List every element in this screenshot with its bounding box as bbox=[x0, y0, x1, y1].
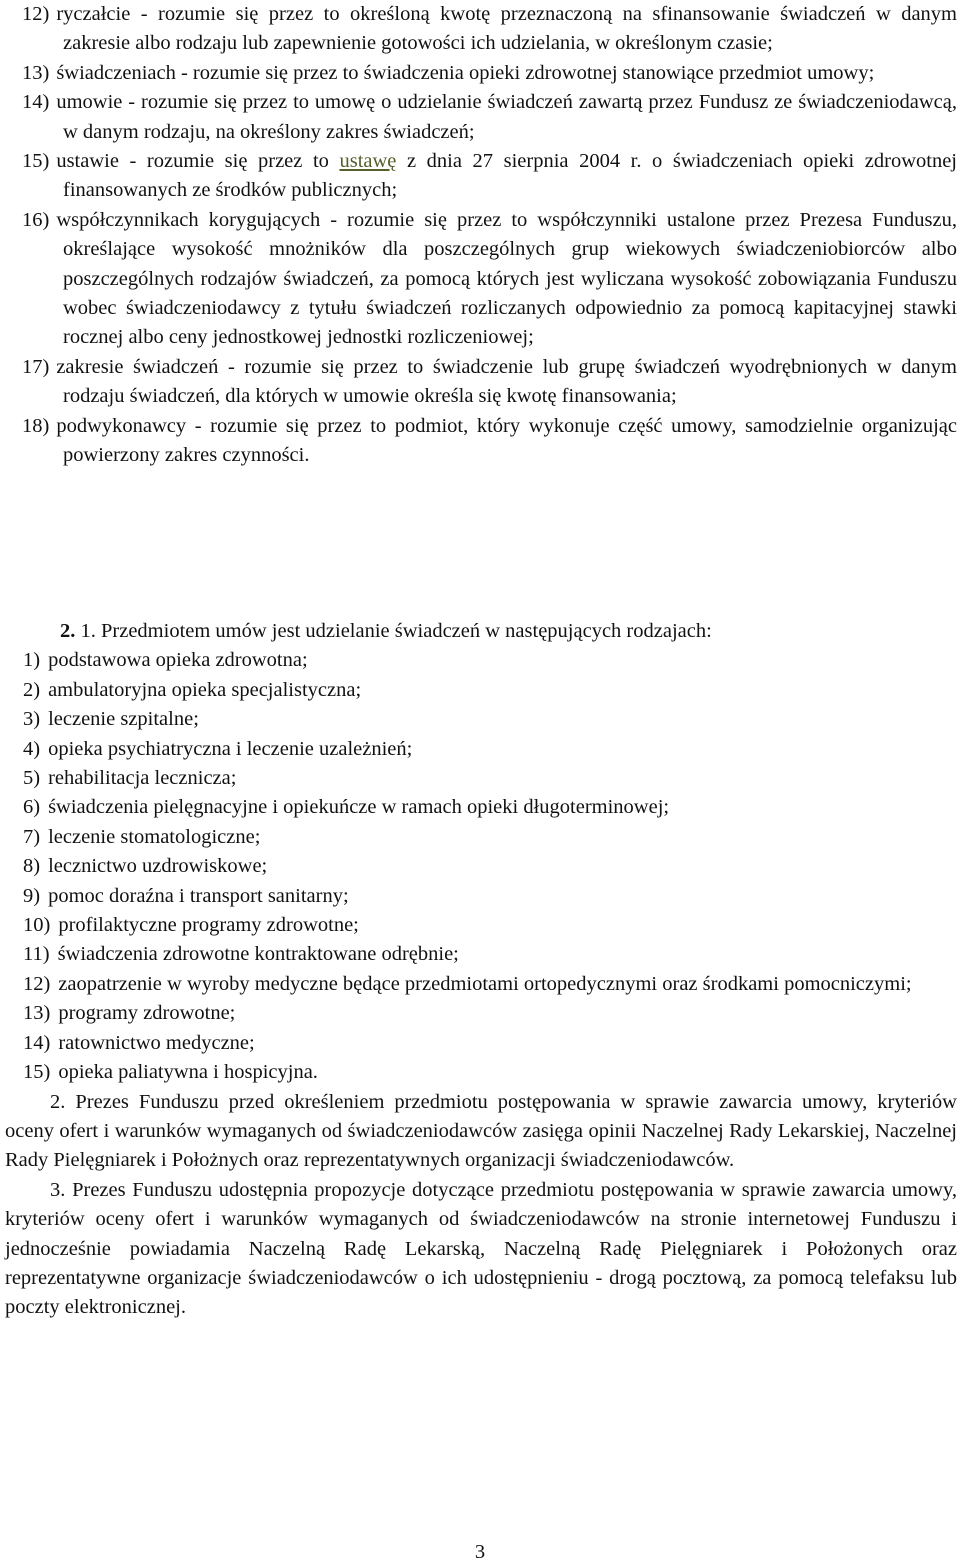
item-text: podstawowa opieka zdrowotna; bbox=[48, 649, 308, 672]
definition-item bbox=[5, 353, 957, 412]
item-text: ambulatoryjna opieka specjalistyczna; bbox=[48, 678, 362, 701]
paragraph-number: 2. bbox=[50, 1090, 66, 1113]
item-number: 2) bbox=[23, 678, 41, 701]
item-text: leczenie stomatologiczne; bbox=[48, 825, 261, 848]
paragraph-number: 1. bbox=[80, 620, 96, 642]
definition-text: umowie - rozumie się przez to umowę o udzielanie świadczeń zawartą przez Fundusz ze świadczeniodawcą, w danym rodzaju, na określony zakres świadczeń; bbox=[56, 91, 957, 143]
item-number: 4) bbox=[23, 737, 41, 760]
definition-text: współczynnikach korygujących - rozumie się przez to współczynniki ustalone przez Prezesa Funduszu, określające wysokość mnożników dla poszczególnych grup wiekowych świadczeniobiorców albo poszczególnych rodzajów świadczeń, za pomocą których jest wyliczana wysokość zobowiązania Funduszu wobec świadczeniodawcy z tytułu świadczeń rozliczanych odpowiednio za pomocą kapitacyjnej stawki rocznej albo ceny jednostkowej jednostki rozliczeniowej; bbox=[56, 208, 957, 349]
list-item bbox=[5, 793, 957, 822]
definition-number: 15) bbox=[22, 150, 50, 173]
item-text: opieka paliatywna i hospicyjna. bbox=[58, 1061, 318, 1084]
definition-item bbox=[5, 0, 957, 59]
item-number: 12) bbox=[23, 972, 51, 995]
list-item bbox=[5, 1058, 957, 1087]
definition-number: 17) bbox=[22, 355, 50, 378]
item-number: 10) bbox=[23, 914, 51, 937]
item-text: świadczenia zdrowotne kontraktowane odrębnie; bbox=[57, 943, 459, 966]
list-item bbox=[5, 646, 957, 675]
definition-text-continued: z dnia 27 sierpnia 2004 r. o świadczeniach opieki zdrowotnej finansowanych ze środków publicznych; bbox=[63, 150, 957, 202]
list-item bbox=[5, 676, 957, 705]
list-item bbox=[5, 882, 957, 911]
definition-number: 13) bbox=[22, 61, 50, 84]
item-number: 15) bbox=[23, 1061, 51, 1084]
list-item bbox=[5, 999, 957, 1028]
item-number: 7) bbox=[23, 825, 41, 848]
item-text: profilaktyczne programy zdrowotne; bbox=[58, 914, 359, 937]
list-item bbox=[5, 1029, 957, 1058]
paragraph-2 bbox=[5, 1088, 957, 1176]
definition-number: 14) bbox=[22, 91, 50, 114]
item-number: 9) bbox=[23, 884, 41, 907]
paragraph-3 bbox=[5, 1176, 957, 1323]
list-item bbox=[5, 911, 957, 940]
list-item bbox=[5, 940, 957, 969]
definition-item bbox=[5, 147, 957, 206]
list-item bbox=[5, 735, 957, 764]
section-number: 2. bbox=[60, 620, 76, 642]
item-number: 6) bbox=[23, 796, 41, 819]
item-text: pomoc doraźna i transport sanitarny; bbox=[48, 884, 349, 907]
item-number: 8) bbox=[23, 855, 41, 878]
item-text: programy zdrowotne; bbox=[58, 1002, 236, 1025]
list-item bbox=[5, 823, 957, 852]
section-intro: Przedmiotem umów jest udzielanie świadczeń w następujących rodzajach: bbox=[95, 620, 712, 642]
item-number: 14) bbox=[23, 1031, 51, 1054]
definition-text: ustawie - rozumie się przez to bbox=[56, 150, 340, 173]
definition-text: ryczałcie - rozumie się przez to określoną kwotę przeznaczoną na sfinansowanie świadczeń w danym zakresie albo rodzaju lub zapewnienie gotowości ich udzielania, w określonym czasie; bbox=[56, 3, 957, 55]
list-item bbox=[5, 764, 957, 793]
item-number: 1) bbox=[23, 649, 41, 672]
definition-item bbox=[5, 88, 957, 147]
paragraph-number: 3. bbox=[50, 1178, 66, 1201]
definition-text: podwykonawcy - rozumie się przez to podmiot, który wykonuje część umowy, samodzielnie organizując powierzony zakres czynności. bbox=[56, 414, 957, 467]
item-number: 11) bbox=[23, 943, 50, 966]
definition-number: 12) bbox=[22, 3, 50, 25]
definitions-list bbox=[5, 0, 957, 471]
item-text: ratownictwo medyczne; bbox=[58, 1031, 255, 1054]
list-item bbox=[5, 705, 957, 734]
paragraph-text: Prezes Funduszu przed określeniem przedmiotu postępowania w sprawie zawarcia umowy, kryteriów oceny ofert i warunków wymaganych od świadczeniodawców zasięga opinii Naczelnej Rady Lekarskiej, Naczelnej Rady Pielęgniarek i Położnych oraz reprezentatywnych organizacji świadczeniodawców. bbox=[5, 1090, 957, 1172]
paragraph-text: Prezes Funduszu udostępnia propozycje dotyczące przedmiotu postępowania w sprawie zawarcia umowy, kryteriów oceny ofert i warunków wymaganych od świadczeniodawców na stronie internetowej Funduszu i jednocześnie powiadamia Naczelną Radę Lekarską, Naczelną Radę Pielęgniarek i Położonych oraz reprezentatywne organizacje świadczeniodawców o ich udostępnieniu - drogą pocztową, za pomocą telefaksu lub poczty elektronicznej. bbox=[5, 1178, 957, 1319]
definition-item bbox=[5, 206, 957, 353]
definition-number: 16) bbox=[22, 208, 50, 231]
page-number: 3 bbox=[474, 1541, 486, 1563]
benefit-types-list bbox=[5, 646, 957, 1087]
item-number: 5) bbox=[23, 767, 41, 790]
item-text: zaopatrzenie w wyroby medyczne będące przedmiotami ortopedycznymi oraz środkami pomocniczymi; bbox=[58, 972, 912, 995]
item-text: leczenie szpitalne; bbox=[48, 708, 199, 731]
list-item bbox=[5, 852, 957, 881]
list-item bbox=[5, 970, 957, 999]
definition-item bbox=[5, 59, 957, 88]
item-number: 3) bbox=[23, 708, 41, 731]
item-text: opieka psychiatryczna i leczenie uzależnień; bbox=[48, 737, 413, 760]
definition-item bbox=[5, 412, 957, 471]
definition-text: świadczeniach - rozumie się przez to świadczenia opieki zdrowotnej stanowiące przedmiot umowy; bbox=[56, 61, 875, 84]
item-number: 13) bbox=[23, 1002, 51, 1025]
act-link[interactable]: ustawę bbox=[339, 150, 397, 173]
definition-number: 18) bbox=[22, 414, 50, 437]
section-heading bbox=[5, 617, 957, 646]
item-text: świadczenia pielęgnacyjne i opiekuńcze w ramach opieki długoterminowej; bbox=[48, 796, 670, 819]
definition-text: zakresie świadczeń - rozumie się przez to świadczenie lub grupę świadczeń wyodrębnionych w danym rodzaju świadczeń, dla których w umowie określa się kwotę finansowania; bbox=[56, 355, 957, 408]
item-text: lecznictwo uzdrowiskowe; bbox=[48, 855, 268, 878]
section-2 bbox=[5, 617, 957, 1323]
item-text: rehabilitacja lecznicza; bbox=[48, 767, 237, 790]
